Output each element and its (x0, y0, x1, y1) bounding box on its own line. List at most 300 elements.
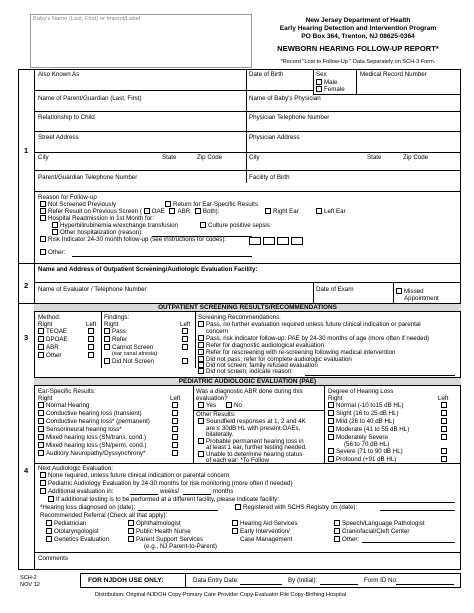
method-other[interactable] (38, 352, 61, 359)
rec-1-checkbox[interactable] (198, 321, 204, 327)
female-checkbox[interactable] (316, 86, 322, 92)
not-screened-checkbox[interactable] (40, 201, 46, 207)
didnot-left-checkbox[interactable] (182, 358, 188, 364)
number-column-line (34, 69, 35, 570)
ref-speech[interactable] (334, 520, 425, 527)
finding-cannot[interactable] (104, 344, 153, 351)
hl-diag-line (138, 510, 218, 511)
ref-oto-label: Otolaryngologist (54, 528, 99, 535)
physician-address-label: Physician Address (249, 134, 300, 141)
not-screened-option[interactable] (40, 201, 116, 208)
ref-otolaryngologist[interactable] (46, 528, 99, 535)
refer-prev-option[interactable] (40, 208, 219, 215)
parent-name-label: Name of Parent/Guardian (Last, First) (38, 95, 142, 102)
parent-phone-label: Parent/Guardian Telephone Number (38, 174, 138, 181)
other-checkbox[interactable] (40, 249, 46, 255)
cond-trans-right-checkbox[interactable] (38, 410, 44, 416)
section-rule (18, 263, 461, 264)
initial-line (320, 584, 358, 585)
medical-record-label: Medical Record Number (360, 71, 427, 78)
teoae-left-checkbox[interactable] (88, 328, 94, 334)
rule (34, 170, 461, 171)
male-label: Male (324, 79, 338, 86)
cannot-right-checkbox[interactable] (104, 344, 110, 350)
cond-perm-left-checkbox[interactable] (172, 418, 178, 424)
risk-code-box-1[interactable] (249, 237, 261, 245)
schs-checkbox[interactable] (235, 504, 241, 510)
normal-left-checkbox[interactable] (172, 402, 178, 408)
initial-label: By (Initial): (288, 577, 318, 584)
degree-severe[interactable] (328, 448, 403, 455)
rec-reason[interactable] (198, 368, 293, 375)
rec-1-label: Pass, no further evaluation required unless future clinical indication or parental (206, 321, 421, 328)
ref-cranio-checkbox[interactable] (334, 528, 340, 534)
ref-other-line (362, 542, 455, 543)
result-neuropathy[interactable] (38, 450, 145, 457)
state2-label: State (367, 154, 382, 161)
hyperbili-checkbox[interactable] (52, 222, 58, 228)
ref-genetics[interactable] (46, 536, 109, 543)
both-label: Both): (202, 208, 220, 215)
state-label: State (162, 154, 177, 161)
ref-genetics-checkbox[interactable] (46, 536, 52, 542)
form-title: NEWBORN HEARING FOLLOW-UP REPORT* (277, 44, 439, 53)
months-label: months (213, 488, 234, 495)
rule (34, 90, 313, 91)
deg-7-label: Profound (+91 dB HL) (336, 456, 397, 463)
rec-rescreen[interactable] (198, 349, 396, 356)
divider (313, 282, 314, 303)
abr-yes[interactable] (198, 402, 216, 409)
deg-4-label: Moderate (41 to 55 dB HL) (336, 426, 410, 433)
degree-slight[interactable] (328, 410, 399, 417)
other-hosp-checkbox[interactable] (52, 229, 58, 235)
if-additional-checkbox[interactable] (48, 496, 54, 502)
abr-yes-checkbox[interactable] (198, 402, 204, 408)
mixed-trans-label: Mixed hearing loss (SN/trans. cond.) (46, 434, 147, 441)
divider (193, 386, 194, 463)
degree-mod-severe-2: (56 to 70 dB HL) (344, 441, 390, 448)
deg-2-right-checkbox[interactable] (328, 410, 334, 416)
form-note: *Record "Lost to Follow-Up " Data Separately on SCH-3 Form. (280, 59, 436, 65)
rule (34, 191, 461, 192)
other-hosp-option[interactable] (52, 229, 143, 236)
other-method-label: Other (46, 352, 62, 359)
rule (34, 282, 461, 283)
yes-label: Yes (206, 402, 217, 409)
oae-checkbox[interactable] (144, 208, 150, 214)
sepsis-option[interactable] (200, 222, 270, 229)
distribution-line: Distribution: Original-NJDOH Copy-Primary Care Provider Copy-Evaluator File Copy-Birthing Hospital (95, 592, 347, 598)
pediatric-eval-option[interactable] (40, 480, 293, 487)
risk-checkbox[interactable] (40, 236, 46, 242)
soundfield-2: are ≤ 30dB HL with present OAEs, (206, 425, 301, 432)
sn-left-checkbox[interactable] (172, 426, 178, 432)
next-eval-label: Next Audiologic Evaluation: (38, 465, 113, 472)
deg-1-left-checkbox[interactable] (441, 402, 447, 408)
risk-option[interactable] (40, 236, 226, 243)
normal-label: Normal Hearing (46, 402, 90, 409)
reason-line (305, 375, 455, 376)
ref-pediatrician[interactable] (46, 520, 86, 527)
not-screened-label: Not Screened Previously (48, 201, 117, 208)
finding-didnot[interactable] (104, 358, 154, 365)
sn-right-checkbox[interactable] (38, 426, 44, 432)
months-line (183, 494, 211, 495)
rec-pass-risk[interactable] (198, 335, 429, 342)
unable-label: Unable to determine hearing status (206, 451, 303, 458)
weeks-line (130, 494, 158, 495)
rec-4-checkbox[interactable] (198, 349, 204, 355)
other-left-checkbox[interactable] (88, 352, 94, 358)
result-sensorineural[interactable] (38, 426, 122, 433)
schs-option[interactable] (235, 504, 357, 511)
rec-7-checkbox[interactable] (198, 368, 204, 374)
form-id-code: SCH-2 (20, 575, 37, 581)
sex-female[interactable] (316, 86, 345, 93)
readmission-checkbox[interactable] (40, 215, 46, 221)
dpoae-left-checkbox[interactable] (88, 336, 94, 342)
ref-other-label: Other: (342, 536, 360, 543)
facility-label: Name and Address of Outpatient Screening/Audiologic Evaluation Facility: (38, 266, 258, 273)
office-use-label: FOR NJDOH USE ONLY: (88, 577, 164, 584)
hyperbili-option[interactable] (52, 222, 178, 229)
abr-question-1: Was a diagnostic ABR done during this (196, 388, 303, 395)
sex-male[interactable] (316, 79, 337, 86)
pae-header: PEDIATRIC AUDIOLOGIC EVALUATION (PAE) (34, 377, 461, 386)
ref-hearing-aid-checkbox[interactable] (232, 520, 238, 526)
refer-prev-checkbox[interactable] (40, 208, 46, 214)
neuro-left-checkbox[interactable] (172, 450, 178, 456)
unable-2: of each ear: *To Follow (206, 457, 269, 464)
missed-label: Missed Appointment (404, 288, 439, 302)
pae-right-label: Right (38, 395, 53, 402)
ref-ophthalmologist-label: Ophthalmologist (136, 520, 181, 527)
sepsis-label: Culture positive sepsis (208, 222, 270, 229)
ref-phn-label: Public Health Nurse (136, 528, 191, 535)
entry-line (240, 584, 282, 585)
form-id-label: Form ID No: (364, 577, 398, 584)
ref-public-health[interactable] (128, 528, 191, 535)
normal-right-checkbox[interactable] (38, 402, 44, 408)
deg-1-right-checkbox[interactable] (328, 402, 334, 408)
also-known-as-label: Also Known As (38, 71, 80, 78)
facility-line (333, 502, 455, 503)
degree-profound[interactable] (328, 456, 396, 463)
hyperbili-label: Hyperbilirubinemia w/exchange transfusion (60, 222, 178, 229)
probable-checkbox[interactable] (198, 438, 204, 444)
section-1-number: 1 (24, 146, 29, 155)
findings-right-label: Right (104, 321, 119, 328)
method-right-label: Right (38, 321, 53, 328)
schs-line (380, 510, 455, 511)
abr-no-checkbox[interactable] (226, 402, 232, 408)
sex-label: Sex (316, 71, 327, 78)
additional-eval-checkbox[interactable] (40, 488, 46, 494)
other-hosp-label: Other hospitalization (reason): (60, 229, 143, 236)
pass-left-checkbox[interactable] (182, 328, 188, 334)
deg-4-left-checkbox[interactable] (441, 426, 447, 432)
method-label: Method: (38, 314, 61, 321)
cannot-label: Cannot Screen (112, 344, 154, 351)
probable-2: at least 1 ear, further testing needed. (206, 444, 307, 451)
readmission-option[interactable] (40, 215, 154, 222)
cond-perm-label: Conductive hearing loss* (permanent) (46, 418, 150, 425)
dpoae-label: DPOAE (46, 336, 68, 343)
rec-3-checkbox[interactable] (198, 342, 204, 348)
readmission-label: Hospital Readmission in 1st Month for: (48, 215, 154, 222)
degree-moderate[interactable] (328, 426, 409, 433)
other-results-label: Other Results: (196, 411, 236, 418)
return-ear-option[interactable] (165, 201, 258, 208)
ref-pediatrician-label: Pediatrician (54, 520, 87, 527)
male-checkbox[interactable] (316, 79, 322, 85)
city-label: City (38, 154, 49, 161)
finding-refer[interactable] (104, 336, 127, 343)
unable-checkbox[interactable] (198, 451, 204, 457)
other-line (72, 256, 252, 257)
risk-code-box-3[interactable] (277, 237, 289, 245)
deg-3-label: Mild (26 to 40 dB HL) (336, 418, 395, 425)
left-ear-label: Left Ear (324, 208, 346, 215)
degree-title: Degree of Hearing Loss (328, 388, 394, 395)
none-required-label: None required, unless future clinical indication or parental concern (48, 472, 230, 479)
zip2-label: Zip Code (403, 154, 429, 161)
dpoae-right-checkbox[interactable] (38, 336, 44, 342)
risk-code-box-4[interactable] (291, 237, 303, 245)
rule (34, 152, 461, 153)
none-required-checkbox[interactable] (40, 472, 46, 478)
weeks-label: weeks/ (160, 488, 180, 495)
ref-early-intervention[interactable] (232, 528, 290, 535)
degree-mild[interactable] (328, 418, 394, 425)
mixed-trans-left-checkbox[interactable] (172, 434, 178, 440)
didnot-label: Did Not Screen (112, 358, 154, 365)
entry-date-label: Data Entry Date: (193, 577, 239, 584)
both-checkbox[interactable] (195, 208, 201, 214)
pae-left-label: Left (170, 395, 181, 402)
mixed-trans-right-checkbox[interactable] (38, 434, 44, 440)
refer-label: Refer (112, 336, 128, 343)
divider (324, 386, 325, 463)
ref-craniofacial[interactable] (334, 528, 409, 535)
method-dpoae[interactable] (38, 336, 68, 343)
section-3-number: 3 (24, 333, 29, 342)
degree-left-label: Left (438, 395, 449, 402)
rec-3-label: Refer for diagnostic audiological evaluation (206, 342, 324, 349)
return-ear-label: Return for Ear-Specific Results (173, 201, 258, 208)
ref-hearing-aid[interactable] (232, 520, 297, 527)
referral-title: Recommended Referral (Check all that apply): (40, 512, 168, 519)
form-id-line (396, 584, 454, 585)
ref-parent-support-checkbox[interactable] (128, 536, 134, 542)
deg-1-label: Normal (-10 to15 dB HL) (336, 402, 404, 409)
divider (393, 282, 394, 303)
divider (195, 312, 196, 368)
zip-label: Zip Code (197, 154, 223, 161)
method-teoae[interactable] (38, 328, 67, 335)
right-ear-checkbox[interactable] (265, 208, 271, 214)
soundfield-label: Soundfield responses at 1, 2 and 4K (206, 418, 306, 425)
didnot-right-checkbox[interactable] (104, 358, 110, 364)
other-right-checkbox[interactable] (38, 352, 44, 358)
mixed-perm-left-checkbox[interactable] (172, 442, 178, 448)
dob-label: Date of Birth (249, 71, 284, 78)
right-ear-option[interactable] (265, 208, 299, 215)
result-cond-trans[interactable] (38, 410, 142, 417)
cannot-left-checkbox[interactable] (182, 344, 188, 350)
soundfield-3: bilaterally. (206, 431, 234, 438)
refer-right-checkbox[interactable] (104, 336, 110, 342)
degree-right-label: Right (328, 395, 343, 402)
pass-right-checkbox[interactable] (104, 328, 110, 334)
rule (34, 111, 461, 112)
form-version: NOV 12 (20, 582, 40, 588)
abr-no[interactable] (226, 402, 242, 409)
oae-label: OAE (151, 208, 165, 215)
mixed-perm-label: Mixed hearing loss (SN/perm. cond.) (46, 442, 147, 449)
rec-7-label: Did not screen; indicate reason: (206, 368, 294, 375)
divider (185, 573, 186, 588)
teoae-right-checkbox[interactable] (38, 328, 44, 334)
ref-other-checkbox[interactable] (334, 536, 340, 542)
abr-right-checkbox[interactable] (38, 344, 44, 350)
return-ear-checkbox[interactable] (165, 201, 171, 207)
if-additional-label (48, 496, 279, 503)
ref-ophthalmologist-checkbox[interactable] (128, 520, 134, 526)
deg-3-right-checkbox[interactable] (328, 418, 334, 424)
ref-oto-checkbox[interactable] (46, 528, 52, 534)
rule (34, 463, 461, 464)
refer-left-checkbox[interactable] (182, 336, 188, 342)
rule (313, 94, 461, 95)
reason-title: Reason for Follow-up (38, 194, 97, 201)
left-ear-option[interactable] (316, 208, 346, 215)
teoae-label: TEOAE (46, 328, 67, 335)
facility-birth-label: Facility of Birth (249, 174, 290, 181)
soundfield-checkbox[interactable] (198, 418, 204, 424)
cond-trans-left-checkbox[interactable] (172, 410, 178, 416)
ref-phn-checkbox[interactable] (128, 528, 134, 534)
additional-eval-label: Additional evaluation in: (48, 488, 114, 495)
ref-parent-support-label: Parent Support Services (136, 536, 204, 543)
neuro-label: Auditory Neuropathy/Dyssynchrony* (46, 450, 146, 457)
refer-prev-label: Refer Result on Previous Screen ( (48, 208, 142, 215)
degree-mod-severe[interactable] (328, 434, 388, 441)
cond-perm-right-checkbox[interactable] (38, 418, 44, 424)
mixed-perm-right-checkbox[interactable] (38, 442, 44, 448)
result-normal[interactable] (38, 402, 89, 409)
divider (356, 69, 357, 94)
rec-refer-diag[interactable] (198, 342, 324, 349)
risk-code-box-2[interactable] (263, 237, 275, 245)
divider (313, 69, 314, 94)
org-name: New Jersey Department of Health (305, 17, 411, 24)
deg-2-label: Slight (16 to 25 dB HL) (336, 410, 399, 417)
org-address: PO Box 364, Trenton, NJ 08625-0364 (301, 33, 415, 40)
ref-speech-label: Speech/Language Pathologist (342, 520, 425, 527)
degree-normal[interactable] (328, 402, 403, 409)
deg-3-left-checkbox[interactable] (441, 418, 447, 424)
divider (101, 312, 102, 368)
deg-2-left-checkbox[interactable] (441, 410, 447, 416)
finding-pass[interactable] (104, 328, 126, 335)
deg-6-right-checkbox[interactable] (328, 448, 334, 454)
if-additional-text: If additional testing is to be performed at a different facility, please indicate facility: (56, 496, 279, 503)
pass-label: Pass (112, 328, 126, 335)
method-left-label: Left (86, 321, 97, 328)
left-ear-checkbox[interactable] (316, 208, 322, 214)
ref-ei-label: Early Intervention/ (240, 528, 290, 535)
date-exam-label: Date of Exam (316, 286, 354, 293)
divider (246, 69, 247, 90)
physician-phone-label: Physician Telephone Number (249, 114, 330, 121)
missed-checkbox[interactable] (396, 288, 402, 294)
result-mixed-perm[interactable] (38, 442, 146, 449)
sepsis-checkbox[interactable] (200, 222, 206, 228)
deg-5-label: Moderately Severe (336, 434, 388, 441)
probable-label: Probable permanent hearing loss in (206, 438, 304, 445)
street-label: Street Address (38, 134, 79, 141)
pediatric-eval-label: Pediatric Audiology Evaluation by 24-30 months for risk monitoring (more often if needed) (48, 480, 293, 487)
deg-7-left-checkbox[interactable] (441, 456, 447, 462)
rec-2-checkbox[interactable] (198, 335, 204, 341)
ref-other[interactable] (334, 536, 359, 543)
section-3-header: OUTPATIENT SCREENING RESULTS/RECOMMENDATIONS (34, 303, 461, 312)
city2-label: City (249, 154, 260, 161)
deg-6-label: Severe (71 to 90 dB HL) (336, 448, 403, 455)
section-4-number: 4 (24, 466, 29, 475)
deg-7-right-checkbox[interactable] (328, 456, 334, 462)
neuro-right-checkbox[interactable] (38, 450, 44, 456)
none-required-option[interactable] (40, 472, 229, 479)
deg-4-right-checkbox[interactable] (328, 426, 334, 432)
result-mixed-trans[interactable] (38, 434, 146, 441)
ref-parent-support[interactable] (128, 536, 203, 543)
abr-checkbox[interactable] (169, 208, 175, 214)
soundfield-option[interactable] (198, 418, 306, 425)
ref-ophthalmologist[interactable] (128, 520, 181, 527)
rec-4-label: Refer for rescreening with re-screening following medical intervention (206, 349, 396, 356)
pediatric-eval-checkbox[interactable] (40, 480, 46, 486)
deg-5-right-checkbox[interactable] (328, 434, 334, 440)
abr-method-label: ABR (46, 344, 59, 351)
ref-cranio-label: Craniofacial/Cleft Center (342, 528, 410, 535)
rec-pass-no-further[interactable] (198, 321, 421, 328)
abr-label: ABR (177, 208, 191, 215)
method-abr[interactable] (38, 344, 59, 351)
ref-case-mgmt: Case Management (240, 536, 293, 543)
ref-ei-checkbox[interactable] (232, 528, 238, 534)
rule (34, 552, 461, 553)
cond-trans-label: Conductive hearing loss (transient) (46, 410, 142, 417)
deg-5-left-checkbox[interactable] (441, 434, 447, 440)
hl-diagnosed-label: *Hearing loss diagnosed on (date): (40, 504, 136, 511)
abr-left-checkbox[interactable] (88, 344, 94, 350)
ref-speech-checkbox[interactable] (334, 520, 340, 526)
result-cond-perm[interactable] (38, 418, 150, 425)
rec-2-label: Pass, risk indicator follow-up: PAE by 24-30 months of age (more often if needed) (206, 335, 430, 342)
no-label: No (234, 402, 242, 409)
other-option[interactable] (40, 249, 65, 256)
risk-label: Risk Indicator 24-30 month follow-up (see instructions for codes): (48, 236, 227, 243)
relationship-label: Relationship to Child (38, 114, 95, 121)
ref-pediatrician-checkbox[interactable] (46, 520, 52, 526)
deg-6-left-checkbox[interactable] (441, 448, 447, 454)
female-label: Female (324, 86, 345, 93)
additional-eval-option[interactable] (40, 488, 113, 495)
baby-label-caption: Baby's Name (Last, First) or Imprint/Label (33, 16, 141, 22)
